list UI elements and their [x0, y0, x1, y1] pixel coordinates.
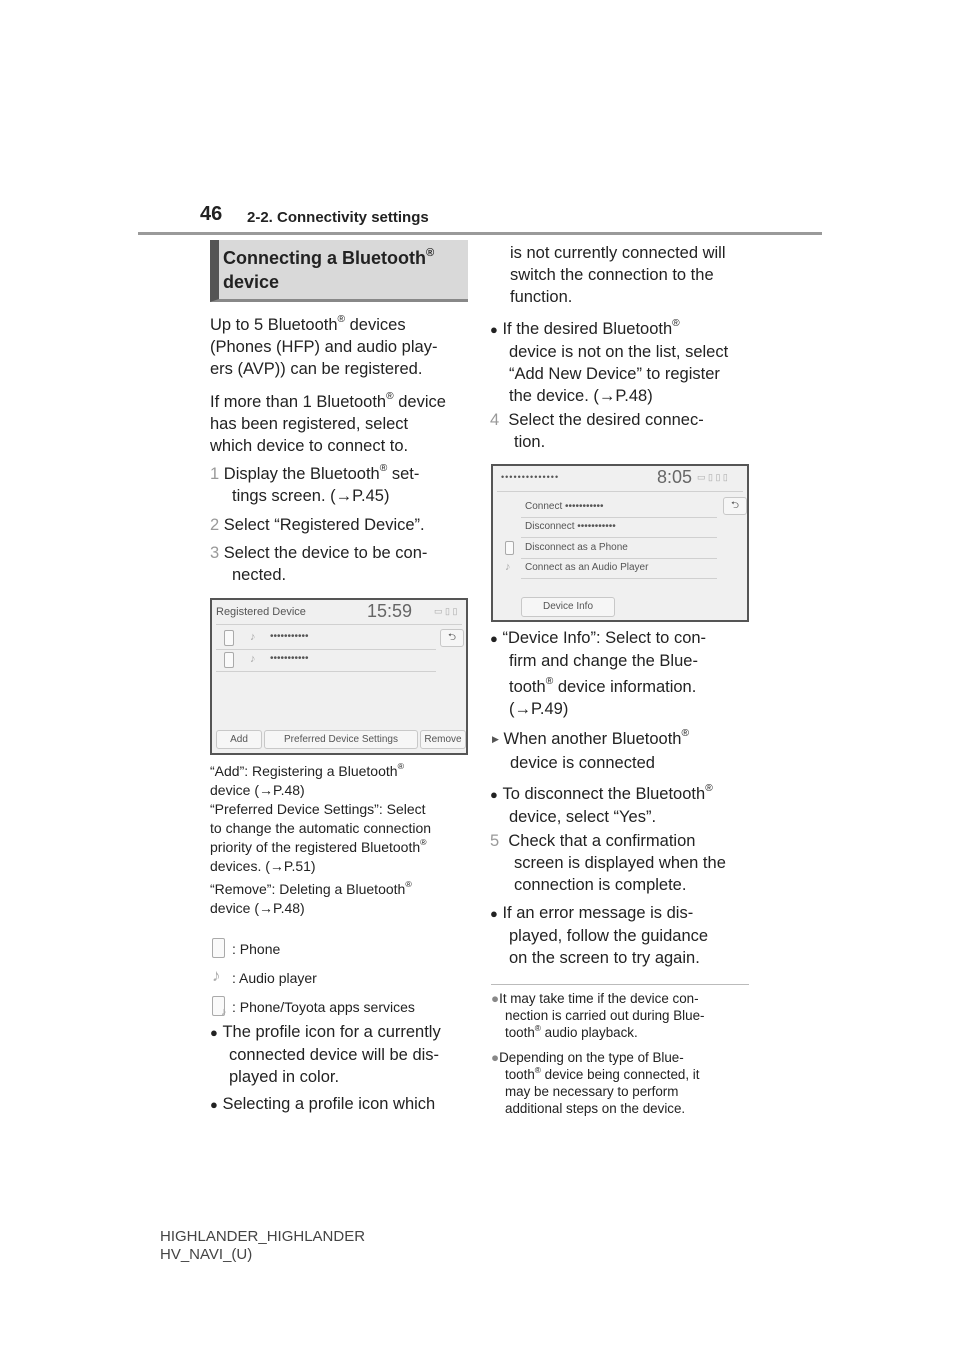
audio-player-icon: ♪ [505, 561, 511, 573]
back-button[interactable]: ⮌ [440, 629, 464, 647]
bullet-select-profile: ● Selecting a profile icon which [210, 1095, 436, 1113]
music-note-icon: ♪ [221, 1006, 227, 1018]
device-row-2[interactable]: ••••••••••• [270, 653, 309, 664]
status-icons: ▭ ▯ ▯ ▯ [697, 472, 728, 482]
header-rule [138, 232, 822, 235]
intro-paragraph-2: If more than 1 Bluetooth® device has been registered, select which device to connect to. [210, 391, 446, 455]
phone-icon [224, 652, 234, 668]
phone-icon [212, 938, 225, 958]
step-2: 2 Select “Registered Device”. [210, 516, 425, 534]
step-4: 4 Select the desired connec- tion. [490, 411, 704, 451]
phone-icon [505, 541, 514, 555]
device-connection-screen [491, 464, 749, 622]
screen-caption: “Add”: Registering a Bluetooth® device (→P.48) “Preferred Device Settings”: Select to change the automatic connection priority of the registered Bluetooth® devices. (→P.51) “Remove”: Deleting a Bluetooth® device (→P.48) [210, 761, 432, 916]
connect-option[interactable]: Connect ••••••••••• [525, 501, 604, 512]
registered-device-screen [210, 598, 468, 755]
section-heading: Connecting a Bluetooth® device [210, 240, 468, 302]
audio-player-icon: ♪ [250, 631, 256, 643]
condition-another-device: ▶ When another Bluetooth® device is connected [492, 728, 690, 772]
connect-as-audio-player-option[interactable]: Connect as an Audio Player [525, 562, 649, 573]
section-title: 2-2. Connectivity settings [247, 209, 429, 226]
page-number: 46 [200, 203, 223, 225]
intro-paragraph-1: Up to 5 Bluetooth® devices (Phones (HFP) and audio play- ers (AVP)) can be registered. [210, 314, 438, 378]
bullet-disconnect: ● To disconnect the Bluetooth® device, select “Yes”. [490, 783, 713, 826]
notes-divider [491, 984, 749, 985]
device-row-1[interactable]: ••••••••••• [270, 631, 309, 642]
back-button[interactable]: ⮌ [723, 497, 747, 515]
audio-player-icon: ♪ [250, 653, 256, 665]
device-name-masked: •••••••••••••• [501, 472, 560, 482]
continued-text: is not currently connected will switch the connection to the function. [510, 244, 726, 306]
disconnect-option[interactable]: Disconnect ••••••••••• [525, 521, 616, 532]
screen-clock: 8:05 [657, 467, 693, 487]
screen-title: Registered Device [216, 606, 306, 618]
bullet-error-message: ● If an error message is dis- played, follow the guidance on the screen to try again. [490, 904, 709, 967]
phone-icon [224, 630, 234, 646]
bullet-add-new-device: ● If the desired Bluetooth® device is not on the list, select “Add New Device” to register the device. (→P.48) [490, 318, 729, 405]
note-2: ●Depending on the type of Blue- tooth® device being connected, it may be necessary to perform additional steps on the device. [491, 1050, 700, 1116]
step-3: 3 Select the device to be con- nected. [210, 544, 428, 584]
device-info-button[interactable]: Device Info [521, 597, 615, 617]
legend-audio-player: : Audio player [232, 970, 317, 986]
remove-button[interactable]: Remove [420, 730, 466, 749]
legend-phone: : Phone [232, 941, 281, 957]
audio-player-icon: ♪ [212, 966, 221, 985]
status-icons: ▭ ▯ ▯ [434, 606, 458, 616]
preferred-device-settings-button[interactable]: Preferred Device Settings [264, 730, 418, 749]
step-5: 5 Check that a confirmation screen is displayed when the connection is complete. [490, 832, 726, 894]
add-button[interactable]: Add [216, 730, 262, 749]
bullet-device-info: ● “Device Info”: Select to con- firm and change the Blue- tooth® device information. (→P.49) [490, 629, 707, 718]
disconnect-as-phone-option[interactable]: Disconnect as a Phone [525, 542, 628, 553]
footer-model: HIGHLANDER_HIGHLANDER HV_NAVI_(U) [160, 1228, 366, 1263]
bullet-profile-icon: ● The profile icon for a currently connected device will be dis- played in color. [210, 1023, 441, 1086]
legend-phone-apps: : Phone/Toyota apps services [232, 999, 415, 1015]
screen-clock: 15:59 [367, 601, 413, 621]
note-1: ●It may take time if the device con- nection is carried out during Blue- tooth® audio playback. [491, 991, 705, 1040]
step-1: 1 Display the Bluetooth® set- tings screen. (→P.45) [210, 463, 420, 505]
